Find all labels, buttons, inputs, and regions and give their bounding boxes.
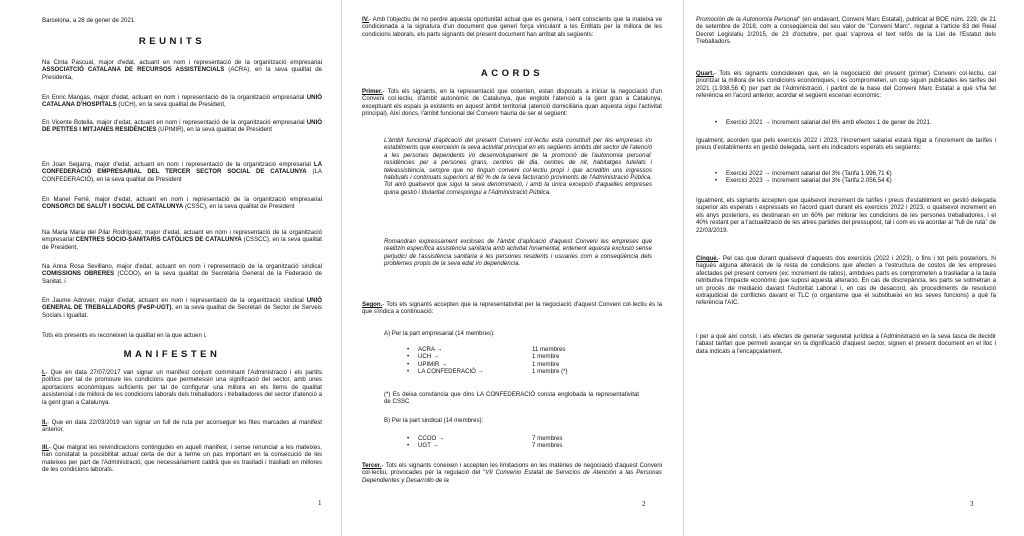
agreement-quart: Quart.- Tots els signants coincideixen que, en la negociació del present (primer) Conveni col·lectiu, cal prioritzar la millora de les condicions econòmiques, i es comprometen, un cop siguin publicades les tarifes del 2021 (1.938,56 €) per part de l'Administració, i partint de la base del Conveni Marc Estatal a què s'ha fet referència en l'acord anterior, acordar el següent escenari econòmic: (696, 70, 996, 100)
party-paragraph-cssc: En Manel Ferré, major d'edat, actuant en nom i representació de la organització empresarial CONSORCI DE SALUT I SOCIAL DE CATALUNYA (CSSC), en la seva qualitat de President (42, 196, 322, 211)
member-organization: UGT → (418, 442, 439, 450)
member-count: 1 membre (532, 353, 560, 361)
quoted-exclusion-paragraph: Romandran expressament excloses de l'àmbit d'aplicació d'aquest Conveni les empreses que realitzin específica assistència sanitària amb activitat fonamental, entenent aquesta exclusió sense perjudici de l'assistència sanitària a les persones residents i usuaries com a conseqüència dels problemes propis de la seva edat i/o dependència. (384, 238, 652, 268)
list-item: • Exercici 2023 → Increment salarial del 3% (Tarifa 2.056,54 €) (712, 177, 982, 184)
page-number: 2 (642, 500, 646, 508)
member-count: 1 membre (532, 360, 560, 368)
member-count: 11 membres (532, 346, 566, 353)
member-list-item (404, 353, 624, 360)
party-paragraph-ccoo: Na Anna Rosa Sevillano, major d'edat, actuant en nom i representació de la organització sindical COMISSIONS OBRERES (CCOO), en la seva qualitat de Secretària General de la Federació de Sanitat, i (42, 263, 322, 285)
acords-heading: ACORDS (480, 68, 544, 79)
member-list-item (404, 442, 624, 449)
igualment-paragraph-1: Igualment, acorden que pels exercicis 2022 i 2023, l'increment salarial estarà lligat a l'increment de tarifes i preus d'establiments en gestió delegada, sent els indicadors esperats els següents: (696, 137, 996, 152)
page-1 (0, 0, 340, 536)
member-list-item (404, 361, 624, 368)
list-item: • Exercici 2021 → Increment salarial del 6% amb efectes 1 de gener de 2021. (712, 119, 982, 126)
page-number: 3 (970, 500, 974, 508)
member-list-item (404, 346, 624, 353)
party-paragraph-ugt: En Jaume Adrover, major d'edat, actuant en nom i representació de la organització sindical UNIÓ GENERAL DE TREBALLADORS (FeSP-UGT), en la seva qualitat de Secretari de Sector de Serveis Socials i Igualtat. (42, 297, 322, 319)
union-side-label: B) Per la part sindical (14 membres): (384, 417, 484, 424)
manifest-item-iv: IV.- Amb l'objectiu de no perdre aquesta oportunitat actual que es genera, i sent conscients que la mateixa ve condicionada a la signatura d'un document que generi força vinculant a les Entitats per la millora de les condicions laborals, els parts signants del present document han arribat als següents: (362, 16, 662, 38)
party-paragraph-acra: Na Cinta Pascual, major d'edat, actuant en nom i representació de la organització empresarial ASSOCIATCIÓ CATALANA DE RECURSOS ASSISTENCIALS (ACRA), en la seva qualitat de Presidenta, (42, 59, 322, 81)
closing-paragraph: I per a què així consti, i als efectes de generar seguretat jurídica a l'Administració en la seva tasca de decidir l'abast tarifari que permeti avançar en la dignificació d'aquest sector, signen el present document en el lloc i data indicats a l'encapçalament. (696, 333, 996, 355)
member-list-item (404, 435, 624, 442)
party-paragraph-csscc: Na Maria Maria del Pilar Rodríguez, major d'edat, actuant en nom i representació de la organització empresarial CENTRES SOCIO-SANITARIS CATÒLICS DE CATALUNYA (CSSCC), en la seva qualitat de President, (42, 229, 322, 251)
list-item: • Exercici 2022 → Increment salarial del 3% (Tarifa 1.996,71 €) (712, 170, 982, 177)
member-organization: ACRA → (418, 346, 443, 353)
manifest-item-i: I.- Que en data 27/07/2017 van signar un manifest conjunt comminant l'Administració i els partits polítics per tal de promoure les condicions que permetessin una significació del sector, amb unes aportacions econòmiques suficients per tal de configurar una millora en els ítems de qualitat assistencial i de millora de les condicions laborals dels treballadors i treballadores del sector d'atenció a la gent gran a Catalunya. (42, 369, 322, 406)
union-members-list (404, 435, 624, 450)
confederacio-note: (*) Es deixa constància que dins LA CONFEDERACIÓ consta englobada la representativitat de CSSC (384, 391, 639, 406)
member-count: 1 membre (*) (532, 368, 568, 376)
agreement-segon: Segon.- Tots els signants accepten que la representativitat per la negociació d'aquest Conveni col·lectiu és la que s'indica a continuació: (362, 301, 662, 316)
agreement-cinque: Cinquè.- Pel cas que durant qualsevol d'aquests dos exercicis (2022 i 2023), o fins i tot pels posteriors, hi hagués alguna alteració de la resta de condicions que afecten a l'estructura de costos de les empreses afectades pel present conveni (ex: increment de ratios), ambdues parts es comprometen a traslladar a la taula retributiva l'impacte econòmic que suposi aquesta alteració. En cas de discrepància, les parts se sotmetran a un procés de mediació davant l'Autoritat Laboral i, en cas de desacord, als procediments de resolució extrajudicial de conflictes davant el TLC (o organisme que el substitueixi en les seves funcions) a què fa referència l'AIC. (696, 255, 996, 307)
page-number: 1 (318, 499, 322, 507)
document-date: Barcelona, a 28 de gener de 2021 (42, 17, 135, 24)
reunits-heading: REUNITS (138, 36, 206, 47)
member-organization: CCOO → (418, 435, 445, 442)
exercise-2022-2023-list (712, 170, 982, 185)
quoted-scope-paragraph: L'àmbit funcional d'aplicació del present Conveni col·lectiu està constituït per les empreses i/o establiments que exerceixin la seva activitat principal en els següents àmbits del sector de l'atenció a les persones dependents i/o desenvolupament de la promoció de l'autonomia personal: residències per a persones grans, centres de dia, centres de nit, habitatges tutelats i teleassistència, sempre que no tinguin conveni col·lectiu propi i que acreditin uns ingressos habituals i continuats superiors al 60 % de la seva facturació provinents de l'Administració Pública. Tot això qualsevol que sigui la seva denominació, i amb la única excepció d'aquelles empreses quina gestió i titularitat correspongui a l'Administració Pública. (384, 137, 652, 196)
member-list-item (404, 368, 624, 375)
employer-side-label: A) Per la part empresarial (14 membres): (384, 330, 495, 337)
employer-members-list (404, 346, 624, 376)
party-paragraph-upimir: En Vicente Botella, major d'edat, actuant en nom i representació de la organització empresarial UNIÓ DE PETITES I MITJANES RESIDÈNCIES (UPIMIR), en la seva qualitat de President (42, 119, 322, 134)
member-organization: UPIMIR → (418, 360, 448, 368)
agreement-primer: Primer.- Tots els signants, en la representació que ostenten, estan disposats a iniciar la negociació d'un Conveni col·lectiu, d'àmbit autonòmic de Catalunya, que englobi l'atenció a la gent gran a Catalunya, exceptuant els espais ja existents en aquest àmbit territorial (atenció domiciliària quan aquesta sigui l'activitat principal). Així doncs, l'àmbit funcional del Conveni hauria de ser el següent: (362, 88, 662, 118)
igualment-paragraph-2: Igualment, els signants accepten que qualsevol increment de tarifes i preus d'establiment en gestió delegada superior als esperats i expressats en l'acord quart durant els exercicis 2022 i 2023, o qualsevol increment en els anys posteriors, es destinaran en un 60% per millorar les condicions de les persones treballadores, i el 40% restant per a l'actualització de les altres partides del pressupost, tal i com es va acordar al "full de ruta" de 22/03/2019. (696, 197, 996, 234)
agreement-tercer: Tercer.- Tots els signants coneixen i accepten les limitacions en les matèries de negociació d'aquest Conveni col·lectiu, provocades per la regulació del "VII Convenio Estatal de Servicios de Atención a las Personas Dependientes y Desarrollo de la (362, 462, 662, 484)
presents-paragraph: Tots els presents es reconeixen la qualitat en la que actuen i, (42, 332, 207, 339)
member-organization: UCH → (418, 353, 439, 361)
member-count: 7 membres (532, 442, 563, 450)
party-paragraph-confederacio: En Joan Segarra, major d'edat, actuant en nom i representació de la organització empresarial LA CONFEDERACIÓ EMPRESARIAL DEL TERCER SECTOR SOCIAL DE CATALUNYA (LA CONFEDERACIÓ), en la seva qualitat de President (42, 161, 322, 183)
manifest-item-iii: III.- Que malgrat les reivindicacions contingudes en aquell manifest, i sense renunciar a les mateixes, han constatat la possibilitat actual certa de dur a terme un pas important en la consecució de les mateixes per part de l'Administració, que necessàriament caldrà que es traslladi i traslladi en millores de les condicions laborals. (42, 444, 322, 474)
exercise-2021-list (712, 119, 982, 126)
tercer-continuation: Promoción de la Autonomía Personal" (en endavant, Conveni Marc Estatal), publicat al BOE núm. 229, de 21 de setembre de 2018, com a conseqüència del seu valor de "Conveni Marc", regulat a l'article 83 del Reial Decret Legislatiu 2/2015, de 23 d'octubre, per qual s'aprova el text refós de la Llei de l'Estatut dels Treballadors. (696, 16, 997, 46)
party-paragraph-uch: En Enric Mangas, major d'edat, actuant en nom i representació de la organització empresarial UNIÓ CATALANA D'HOSPITALS (UCH), en la seva qualitat de President, (42, 94, 322, 109)
manifest-item-ii: II.- Que en data 22/03/2019 van signar un full de ruta per aconseguir les fites marcades al manifest anterior. (42, 419, 322, 434)
manifesten-heading: MANIFESTEN (123, 349, 221, 360)
page-3 (684, 0, 1024, 536)
page-2 (342, 0, 682, 536)
member-count: 7 membres (532, 435, 563, 442)
member-organization: LA CONFEDERACIÓ → (418, 368, 484, 376)
